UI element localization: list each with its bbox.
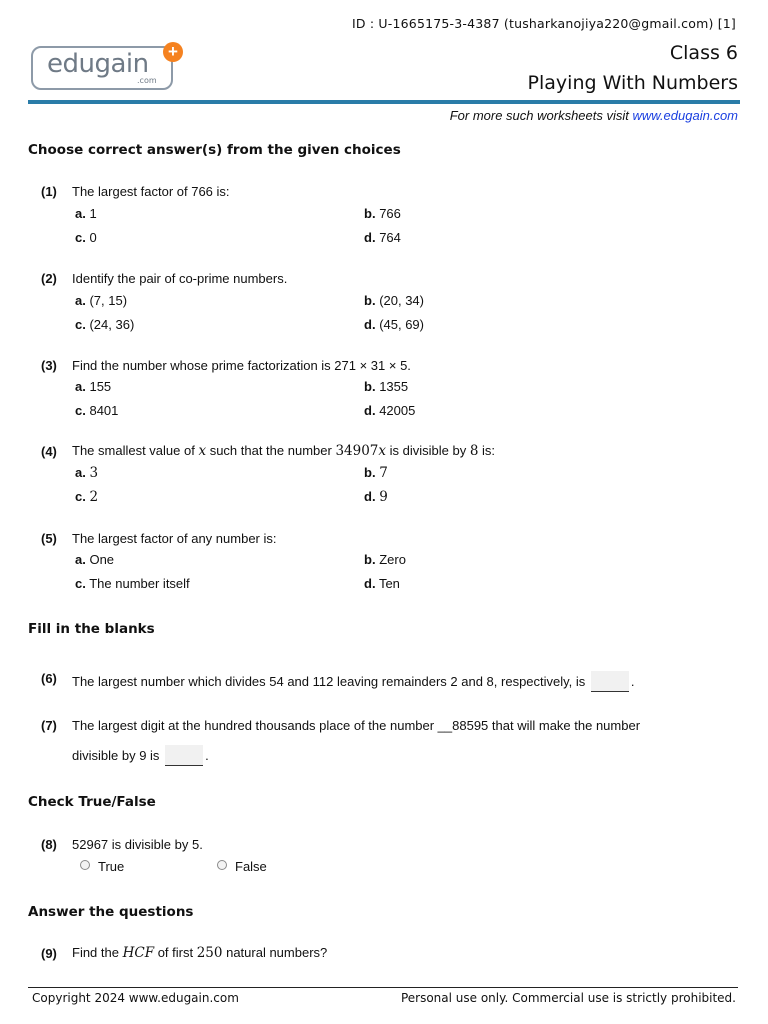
- false-radio[interactable]: [217, 860, 227, 870]
- question-text: Find the number whose prime factorization is 271 × 31 × 5.: [72, 358, 411, 373]
- section-answer-title: Answer the questions: [28, 904, 194, 920]
- true-radio[interactable]: [80, 860, 90, 870]
- question-number: (8): [41, 837, 57, 852]
- option-c[interactable]: c. 2: [75, 489, 99, 505]
- answer-blank[interactable]: [165, 745, 203, 766]
- plus-icon: +: [163, 42, 183, 62]
- option-c[interactable]: c. 8401: [75, 403, 119, 418]
- footer-rule: [28, 987, 738, 988]
- question-text: Find the HCF of first 250 natural numbers?: [72, 945, 328, 961]
- option-a[interactable]: a. (7, 15): [75, 293, 128, 308]
- option-b[interactable]: b. 766: [364, 206, 401, 221]
- option-b[interactable]: b. 1355: [364, 379, 409, 394]
- student-id-line: ID : U-1665175-3-4387 (tusharkanojiya220@gmail.com) [1]: [351, 16, 736, 31]
- hcf-term: HCF: [122, 945, 155, 961]
- option-a[interactable]: a. 155: [75, 379, 112, 394]
- question-number: (4): [41, 444, 57, 459]
- option-a[interactable]: a. 3: [75, 465, 99, 481]
- question-number: (2): [41, 271, 57, 286]
- worksheet-topic: Playing With Numbers: [527, 72, 738, 94]
- option-c[interactable]: c. (24, 36): [75, 317, 135, 332]
- section-mcq-title: Choose correct answer(s) from the given choices: [28, 142, 401, 158]
- option-b[interactable]: b. Zero: [364, 552, 406, 567]
- logo-text: edugain: [47, 49, 149, 79]
- option-d[interactable]: d. Ten: [364, 576, 400, 591]
- option-a[interactable]: a. 1: [75, 206, 97, 221]
- question-number: (9): [41, 946, 57, 961]
- class-label: Class 6: [669, 42, 738, 64]
- question-text: The largest factor of any number is:: [72, 531, 277, 546]
- question-text: The largest factor of 766 is:: [72, 184, 230, 199]
- option-c[interactable]: c. 0: [75, 230, 97, 245]
- question-number: (5): [41, 531, 57, 546]
- option-c[interactable]: c. The number itself: [75, 576, 190, 591]
- question-number: (3): [41, 358, 57, 373]
- question-text: The smallest value of x such that the number 34907x is divisible by 8 is:: [72, 443, 496, 459]
- question-number: (1): [41, 184, 57, 199]
- question-text-continued: divisible by 9 is .: [72, 745, 209, 766]
- false-label: False: [235, 859, 267, 874]
- logo-com: .com: [137, 76, 157, 85]
- option-b[interactable]: b. 7: [364, 465, 388, 481]
- question-text: 52967 is divisible by 5.: [72, 837, 203, 852]
- option-d[interactable]: d. 764: [364, 230, 401, 245]
- option-b[interactable]: b. (20, 34): [364, 293, 424, 308]
- footer-notice: Personal use only. Commercial use is strictly prohibited.: [400, 991, 736, 1005]
- section-truefalse-title: Check True/False: [28, 794, 156, 810]
- more-worksheets-line: [450, 108, 738, 123]
- option-d[interactable]: d. 42005: [364, 403, 416, 418]
- more-prefix: For more such worksheets visit: [449, 108, 633, 123]
- question-text: The largest digit at the hundred thousands place of the number __88595 that will make the number: [72, 718, 641, 733]
- answer-blank[interactable]: [591, 671, 629, 692]
- question-text: The largest number which divides 54 and 112 leaving remainders 2 and 8, respectively, is .: [72, 671, 635, 692]
- question-number: (7): [41, 718, 57, 733]
- option-d[interactable]: d. (45, 69): [364, 317, 424, 332]
- section-fill-title: Fill in the blanks: [28, 621, 155, 637]
- variable-x: x: [198, 443, 207, 459]
- edugain-link[interactable]: www.edugain.com: [632, 108, 738, 123]
- option-d[interactable]: d. 9: [364, 489, 388, 505]
- true-label: True: [98, 859, 125, 874]
- option-a[interactable]: a. One: [75, 552, 115, 567]
- question-text: Identify the pair of co-prime numbers.: [72, 271, 288, 286]
- header-rule: [28, 100, 740, 104]
- question-number: (6): [41, 671, 57, 686]
- footer-copyright: Copyright 2024 www.edugain.com: [32, 991, 239, 1005]
